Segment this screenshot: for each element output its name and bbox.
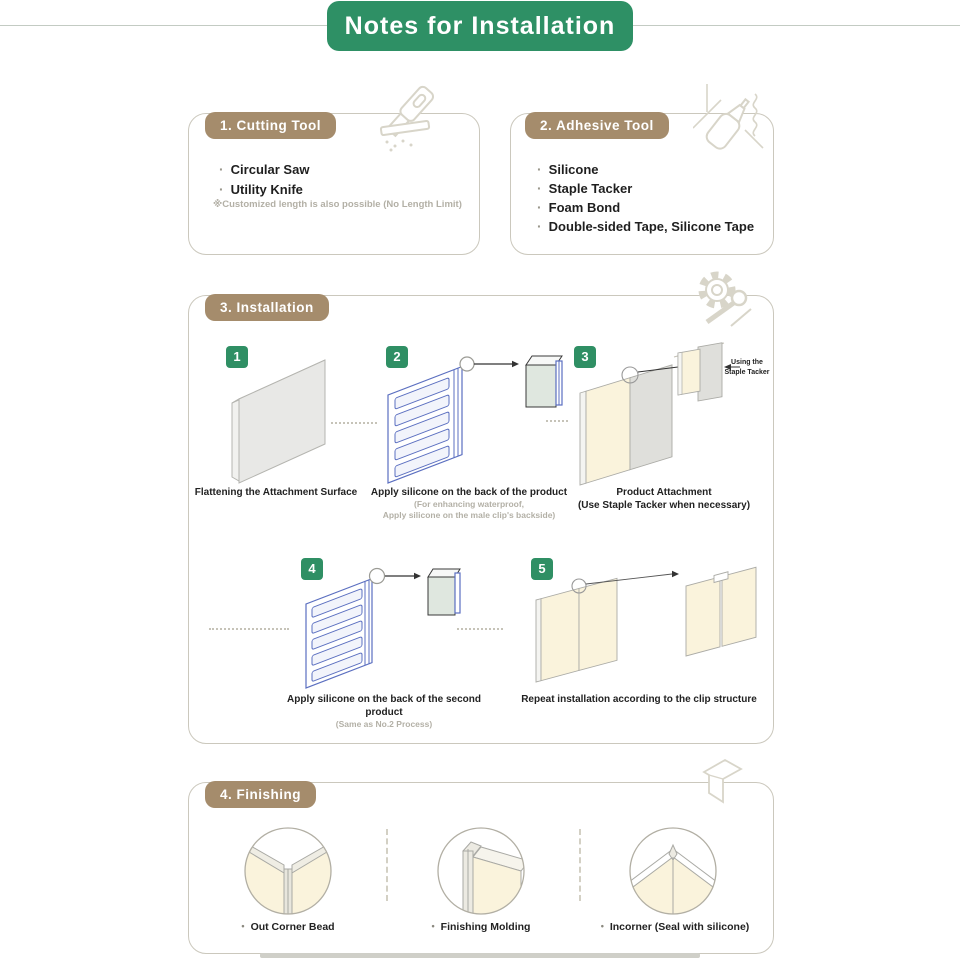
cutting-tool-list	[219, 160, 309, 199]
list-item: · Utility Knife	[219, 180, 309, 200]
finishing-item-caption: • Finishing Molding	[406, 921, 556, 933]
adhesive-tool-list	[537, 160, 754, 236]
caption-subline: (For enhancing waterproof,	[413, 499, 525, 509]
step5-illustration	[524, 564, 769, 694]
utility-knife-icon	[367, 84, 447, 156]
cutting-tool-badge: 1. Cutting Tool	[205, 112, 336, 139]
bottom-edge-bar	[260, 953, 700, 958]
connector-dotted-line	[209, 628, 289, 630]
connector-dotted-line	[331, 422, 377, 424]
installation-badge: 3. Installation	[205, 294, 329, 321]
length-note: ※Customized length is also possible (No Length Limit)	[213, 199, 462, 210]
step3-caption	[564, 486, 764, 512]
page-title: Notes for Installation	[327, 1, 633, 51]
finishing-item-caption: • Incorner (Seal with silicone)	[587, 921, 763, 933]
annotation-line: Staple Tacker	[724, 369, 770, 376]
adhesive-tool-badge: 2. Adhesive Tool	[525, 112, 669, 139]
caption-line: (Use Staple Tacker when necessary)	[577, 500, 751, 511]
step5-caption: Repeat installation according to the clip structure	[521, 694, 757, 705]
staple-tacker-annotation	[717, 358, 777, 378]
incorner-illustration	[625, 823, 721, 919]
list-item: · Double-sided Tape, Silicone Tape	[537, 217, 754, 236]
list-item: · Silicone	[537, 160, 754, 179]
caption-subline: Apply silicone on the male clip's backside)	[382, 510, 556, 520]
step-number: 2	[386, 346, 408, 368]
step1-caption: Flattening the Attachment Surface	[194, 487, 358, 498]
list-item: · Foam Bond	[537, 198, 754, 217]
annotation-line: Using the	[731, 359, 763, 366]
step1-illustration	[216, 351, 351, 486]
list-item: · Staple Tacker	[537, 179, 754, 198]
finishing-molding-illustration	[433, 823, 529, 919]
caption-subline: (Same as No.2 Process)	[335, 719, 433, 729]
step2-illustration	[374, 351, 569, 486]
caption-line: Product Attachment	[616, 487, 712, 498]
step-number: 1	[226, 346, 248, 368]
connector-dotted-line	[546, 420, 568, 422]
step-number: 3	[574, 346, 596, 368]
finishing-badge: 4. Finishing	[205, 781, 316, 808]
out-corner-illustration	[240, 823, 336, 919]
step4-caption	[269, 693, 499, 730]
divider-dashed	[386, 829, 388, 901]
cutting-tool-panel	[188, 113, 480, 255]
step2-caption	[369, 486, 569, 521]
list-item: · Circular Saw	[219, 160, 309, 180]
corner-molding-icon	[694, 755, 754, 811]
connector-dotted-line	[457, 628, 503, 630]
caption-line: Apply silicone on the back of the second product	[287, 694, 481, 718]
step-number: 4	[301, 558, 323, 580]
finishing-item-caption: • Out Corner Bead	[213, 921, 363, 933]
divider-dashed	[579, 829, 581, 901]
installation-panel	[188, 295, 774, 744]
finishing-panel	[188, 782, 774, 954]
step4-illustration	[294, 564, 464, 694]
step-number: 5	[531, 558, 553, 580]
adhesive-tool-panel	[510, 113, 774, 255]
caption-line: Apply silicone on the back of the product	[370, 487, 568, 498]
gear-wrench-icon	[687, 264, 757, 332]
glue-bottle-icon	[693, 82, 773, 154]
